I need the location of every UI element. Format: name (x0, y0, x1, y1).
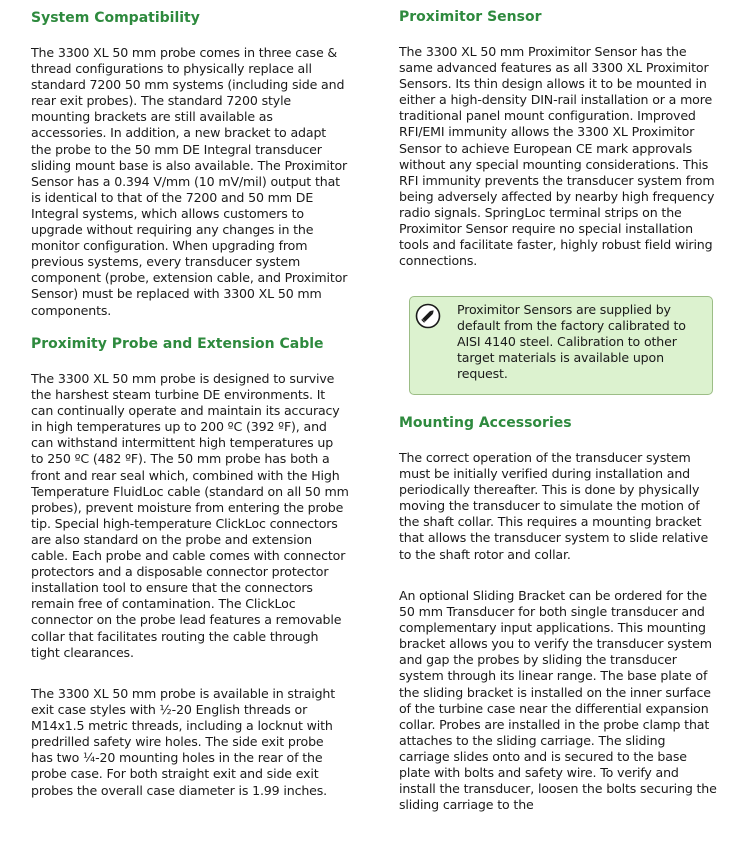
note-box (409, 296, 713, 395)
paragraph-mounting-2: An optional Sliding Bracket can be ordered for the 50 mm Transducer for both single transducer and complementary input applications. This mounting bracket allows you to verify the transducer system and gap the probes by sliding the transducer system through its linear range. The base plate of the sliding bracket is installed on the inner surface of the turbine case near the differential expansion collar. Probes are installed in the probe clamp that attaches to the sliding carriage. The sliding carriage slides onto and is secured to the base plate with bolts and safety wire. To verify and install the transducer, loosen the bolts securing the sliding carriage to the (399, 588, 717, 813)
note-text: Proximitor Sensors are supplied by default from the factory calibrated to AISI 4140 steel. Calibration to other target materials is available upon request. (457, 302, 686, 382)
heading-system-compatibility: System Compatibility (31, 10, 200, 26)
paragraph-proximity-probe-1: The 3300 XL 50 mm probe is designed to survive the harshest steam turbine DE environments. It can continually operate and maintain its accuracy in high temperatures up to 200 ºC (392 ºF), and can withstand intermittent high temperatures up to 250 ºC (482 ºF). The 50 mm probe has both a front and rear seal which, combined with the High Temperature FluidLoc cable (standard on all 50 mm probes), prevent moisture from entering the probe tip. Special high-temperature ClickLoc connectors are also standard on the probe and extension cable. Each probe and cable comes with connector protectors and a disposable connector protector installation tool to ensure that the connectors remain free of contamination. The ClickLoc connector on the probe lead features a removable collar that facilitates routing the cable through tight clearances. (31, 371, 349, 660)
paragraph-proximity-probe-2: The 3300 XL 50 mm probe is available in straight exit case styles with ½-20 English threads or M14x1.5 metric threads, including a locknut with predrilled safety wire holes. The side exit probe has two ¼-20 mounting holes in the rear of the probe case. For both straight exit and side exit probes the overall case diameter is 1.99 inches. (31, 686, 336, 798)
paragraph-proximitor-sensor: The 3300 XL 50 mm Proximitor Sensor has the same advanced features as all 3300 XL Proximitor Sensors. Its thin design allows it to be mounted in either a high-density DIN-rail installation or a more traditional panel mount configuration. Improved RFI/EMI immunity allows the 3300 XL Proximitor Sensor to achieve European CE mark approvals without any special mounting considerations. This RFI immunity prevents the transducer system from being adversely affected by nearby high frequency radio signals. SpringLoc terminal strips on the Proximitor Sensor require no special installation tools and facilitate faster, highly robust field wiring connections. (399, 44, 715, 269)
heading-proximitor-sensor: Proximitor Sensor (399, 9, 542, 25)
paragraph-system-compatibility: The 3300 XL 50 mm probe comes in three case & thread configurations to physically replace all standard 7200 50 mm systems (including side and rear exit probes). The standard 7200 style mounting brackets are still available as accessories. In addition, a new bracket to adapt the probe to the 50 mm DE Integral transducer sliding mount base is also available. The Proximitor Sensor has a 0.394 V/mm (10 mV/mil) output that is identical to that of the 7200 and 50 mm DE Integral systems, which allows customers to upgrade without requiring any changes in the monitor configuration. When upgrading from previous systems, every transducer system component (probe, extension cable, and Proximitor Sensor) must be replaced with 3300 XL 50 mm components. (31, 45, 348, 318)
paragraph-mounting-1: The correct operation of the transducer system must be initially verified during installation and periodically thereafter. This is done by physically moving the transducer to simulate the motion of the shaft collar. This requires a mounting bracket that allows the transducer system to slide relative to the shaft rotor and collar. (399, 450, 709, 562)
pencil-icon (415, 303, 441, 329)
heading-proximity-probe-cable: Proximity Probe and Extension Cable (31, 336, 324, 352)
heading-mounting-accessories: Mounting Accessories (399, 415, 572, 431)
